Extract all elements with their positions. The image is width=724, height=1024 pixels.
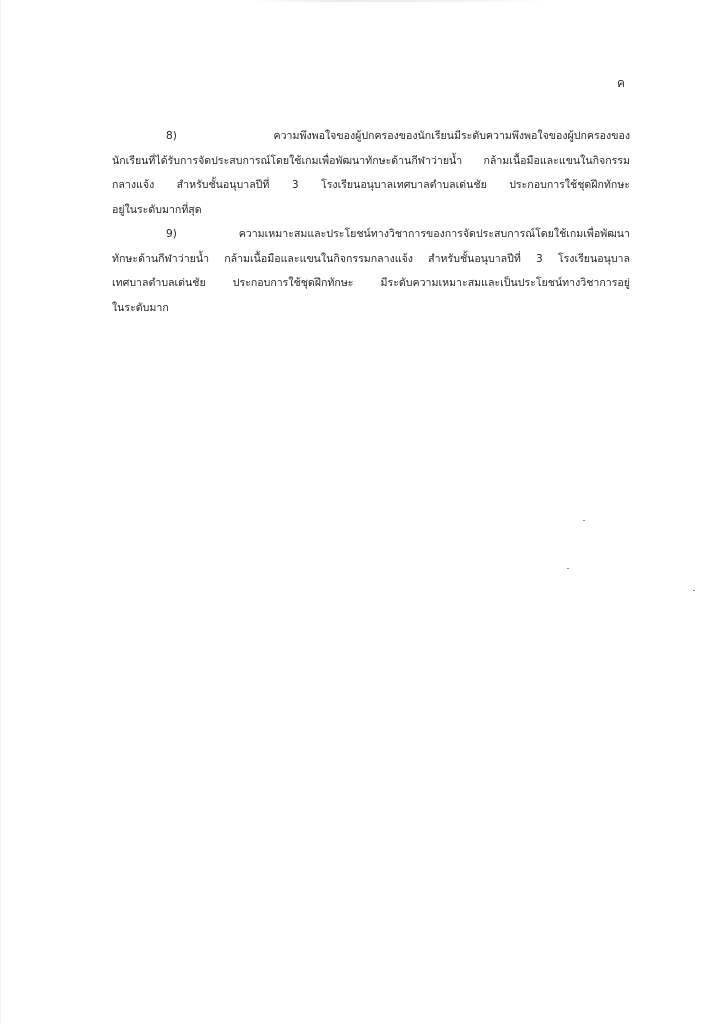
scan-speck xyxy=(693,590,695,591)
paragraph-line: ในระดับมาก xyxy=(112,301,169,314)
paragraph-line: ทักษะด้านกีฬาว่ายน้ำ กล้ามเนื้อมือและแขนในกิจกรรมกลางแจ้ง สำหรับชั้นอนุบาลปีที่ 3 โรงเรียนอนุบาล xyxy=(112,252,630,265)
paragraph-line: 9) ความเหมาะสมและประโยชน์ทางวิชาการของการจัดประสบการณ์โดยใช้เกมเพื่อพัฒนา xyxy=(166,228,630,240)
document-body xyxy=(112,124,630,320)
paragraph-line: นักเรียนที่ได้รับการจัดประสบการณ์โดยใช้เกมเพื่อพัฒนาทักษะด้านกีฬาว่ายน้ำ กล้ามเนื้อมือและแขนในกิจกรรม xyxy=(112,154,630,167)
paragraph-line: 8) ความพึงพอใจของผู้ปกครองของนักเรียนมีระดับความพึงพอใจของผู้ปกครองของ xyxy=(166,130,630,142)
paragraph-line: กลางแจ้ง สำหรับชั้นอนุบาลปีที่ 3 โรงเรียนอนุบาลเทศบาลตำบลเด่นชัย ประกอบการใช้ชุดฝึกทักษะ xyxy=(112,179,630,191)
paragraph-line: เทศบาลตำบลเด่นชัย ประกอบการใช้ชุดฝึกทักษะ มีระดับความเหมาะสมและเป็นประโยชน์ทางวิชาการอยู่ xyxy=(112,277,630,289)
page-number: ค xyxy=(617,76,626,90)
paragraph-item-8 xyxy=(112,124,630,222)
scan-shadow-left xyxy=(0,0,1,1024)
paragraph-line: อยู่ในระดับมากที่สุด xyxy=(112,203,202,216)
paragraph-item-9 xyxy=(112,222,630,320)
scan-shadow-top xyxy=(250,0,550,2)
scan-speck xyxy=(567,568,569,569)
scan-speck xyxy=(583,520,585,521)
